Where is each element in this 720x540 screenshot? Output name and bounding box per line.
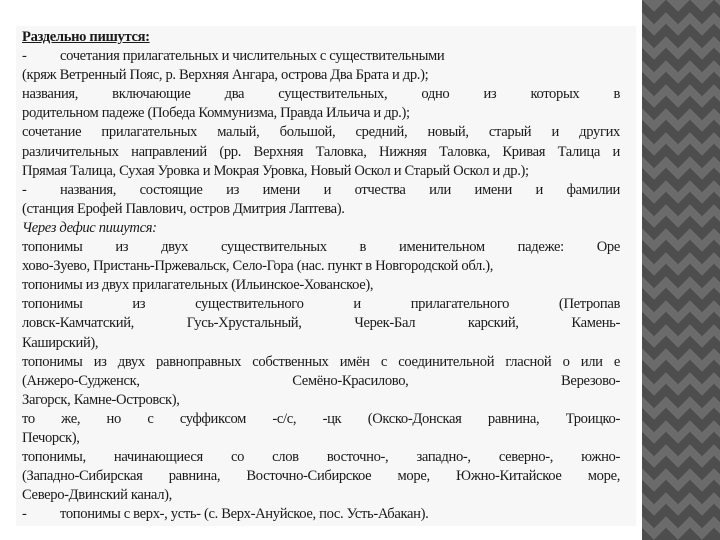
- line-text: сочетание прилагательных малый, большой, средний, новый, старый и других: [22, 124, 620, 141]
- bullet-dash: -: [22, 506, 27, 523]
- line-text: (кряж Ветренный Пояс, р. Верхняя Ангара, острова Два Брата и др.);: [22, 67, 429, 84]
- decorative-diamond-pattern: [642, 0, 720, 540]
- line-text: то же, но с суффиксом -с/с, -цк (Окско-Донская равнина, Троицко-: [22, 410, 620, 427]
- line-text: Северо-Двинский канал),: [22, 487, 172, 504]
- section-heading-separate: Раздельно пишутся:: [22, 29, 150, 45]
- line-text: (Анжеро-Судженск, Семёно-Красилово, Верезово-: [22, 372, 620, 389]
- line-text: топонимы из двух прилагательных (Ильинское-Хованское),: [22, 277, 374, 294]
- line-text: топонимы из существительного и прилагательного (Петропав: [22, 296, 620, 313]
- section-heading-hyphen: Через дефис пишутся:: [22, 219, 157, 236]
- line-text: Печорск),: [22, 429, 80, 446]
- line-text: хово-Зуево, Пристань-Пржевальск, Село-Гора (нас. пункт в Новгородской обл.),: [22, 258, 494, 275]
- list-item: [22, 181, 620, 200]
- line-text: топонимы из двух равноправных собственных имён с соединительной гласной о или е: [22, 353, 620, 370]
- bullet-dash: -: [22, 48, 27, 65]
- line-text: названия, включающие два существительных, одно из которых в: [22, 86, 620, 103]
- line-text: Каширский),: [22, 334, 99, 351]
- line-text: Прямая Талица, Сухая Уровка и Мокрая Уровка, Новый Оскол и Старый Оскол и др.);: [22, 162, 529, 179]
- line-text: (станция Ерофей Павлович, остров Дмитрия Лаптева).: [22, 200, 345, 217]
- list-item: [22, 505, 620, 524]
- line-text: сочетания прилагательных и числительных с существительными: [60, 48, 445, 65]
- line-text: Загорск, Камне-Островск),: [22, 391, 180, 408]
- line-text: ловск-Камчатский, Гусь-Хрустальный, Черек-Бал карский, Камень-: [22, 315, 620, 332]
- list-item: [22, 47, 620, 66]
- line-text: топонимы с верх-, усть- (с. Верх-Ануйское, пос. Усть-Абакан).: [60, 506, 429, 523]
- line-text: различительных направлений (рр. Верхняя Таловка, Нижняя Таловка, Кривая Талица и: [22, 143, 620, 160]
- line-text: топонимы из двух существительных в именительном падеже: Оре: [22, 239, 620, 256]
- bullet-dash: -: [22, 181, 27, 198]
- line-text: родительном падеже (Победа Коммунизма, Правда Ильича и др.);: [22, 105, 410, 122]
- line-text: (Западно-Сибирская равнина, Восточно-Сибирское море, Южно-Китайское море,: [22, 468, 620, 485]
- document-body: [22, 28, 620, 524]
- line-text: топонимы, начинающиеся со слов восточно-, западно-, северно-, южно-: [22, 449, 620, 466]
- line-text: названия, состоящие из имени и отчества или имени и фамилии: [60, 181, 620, 198]
